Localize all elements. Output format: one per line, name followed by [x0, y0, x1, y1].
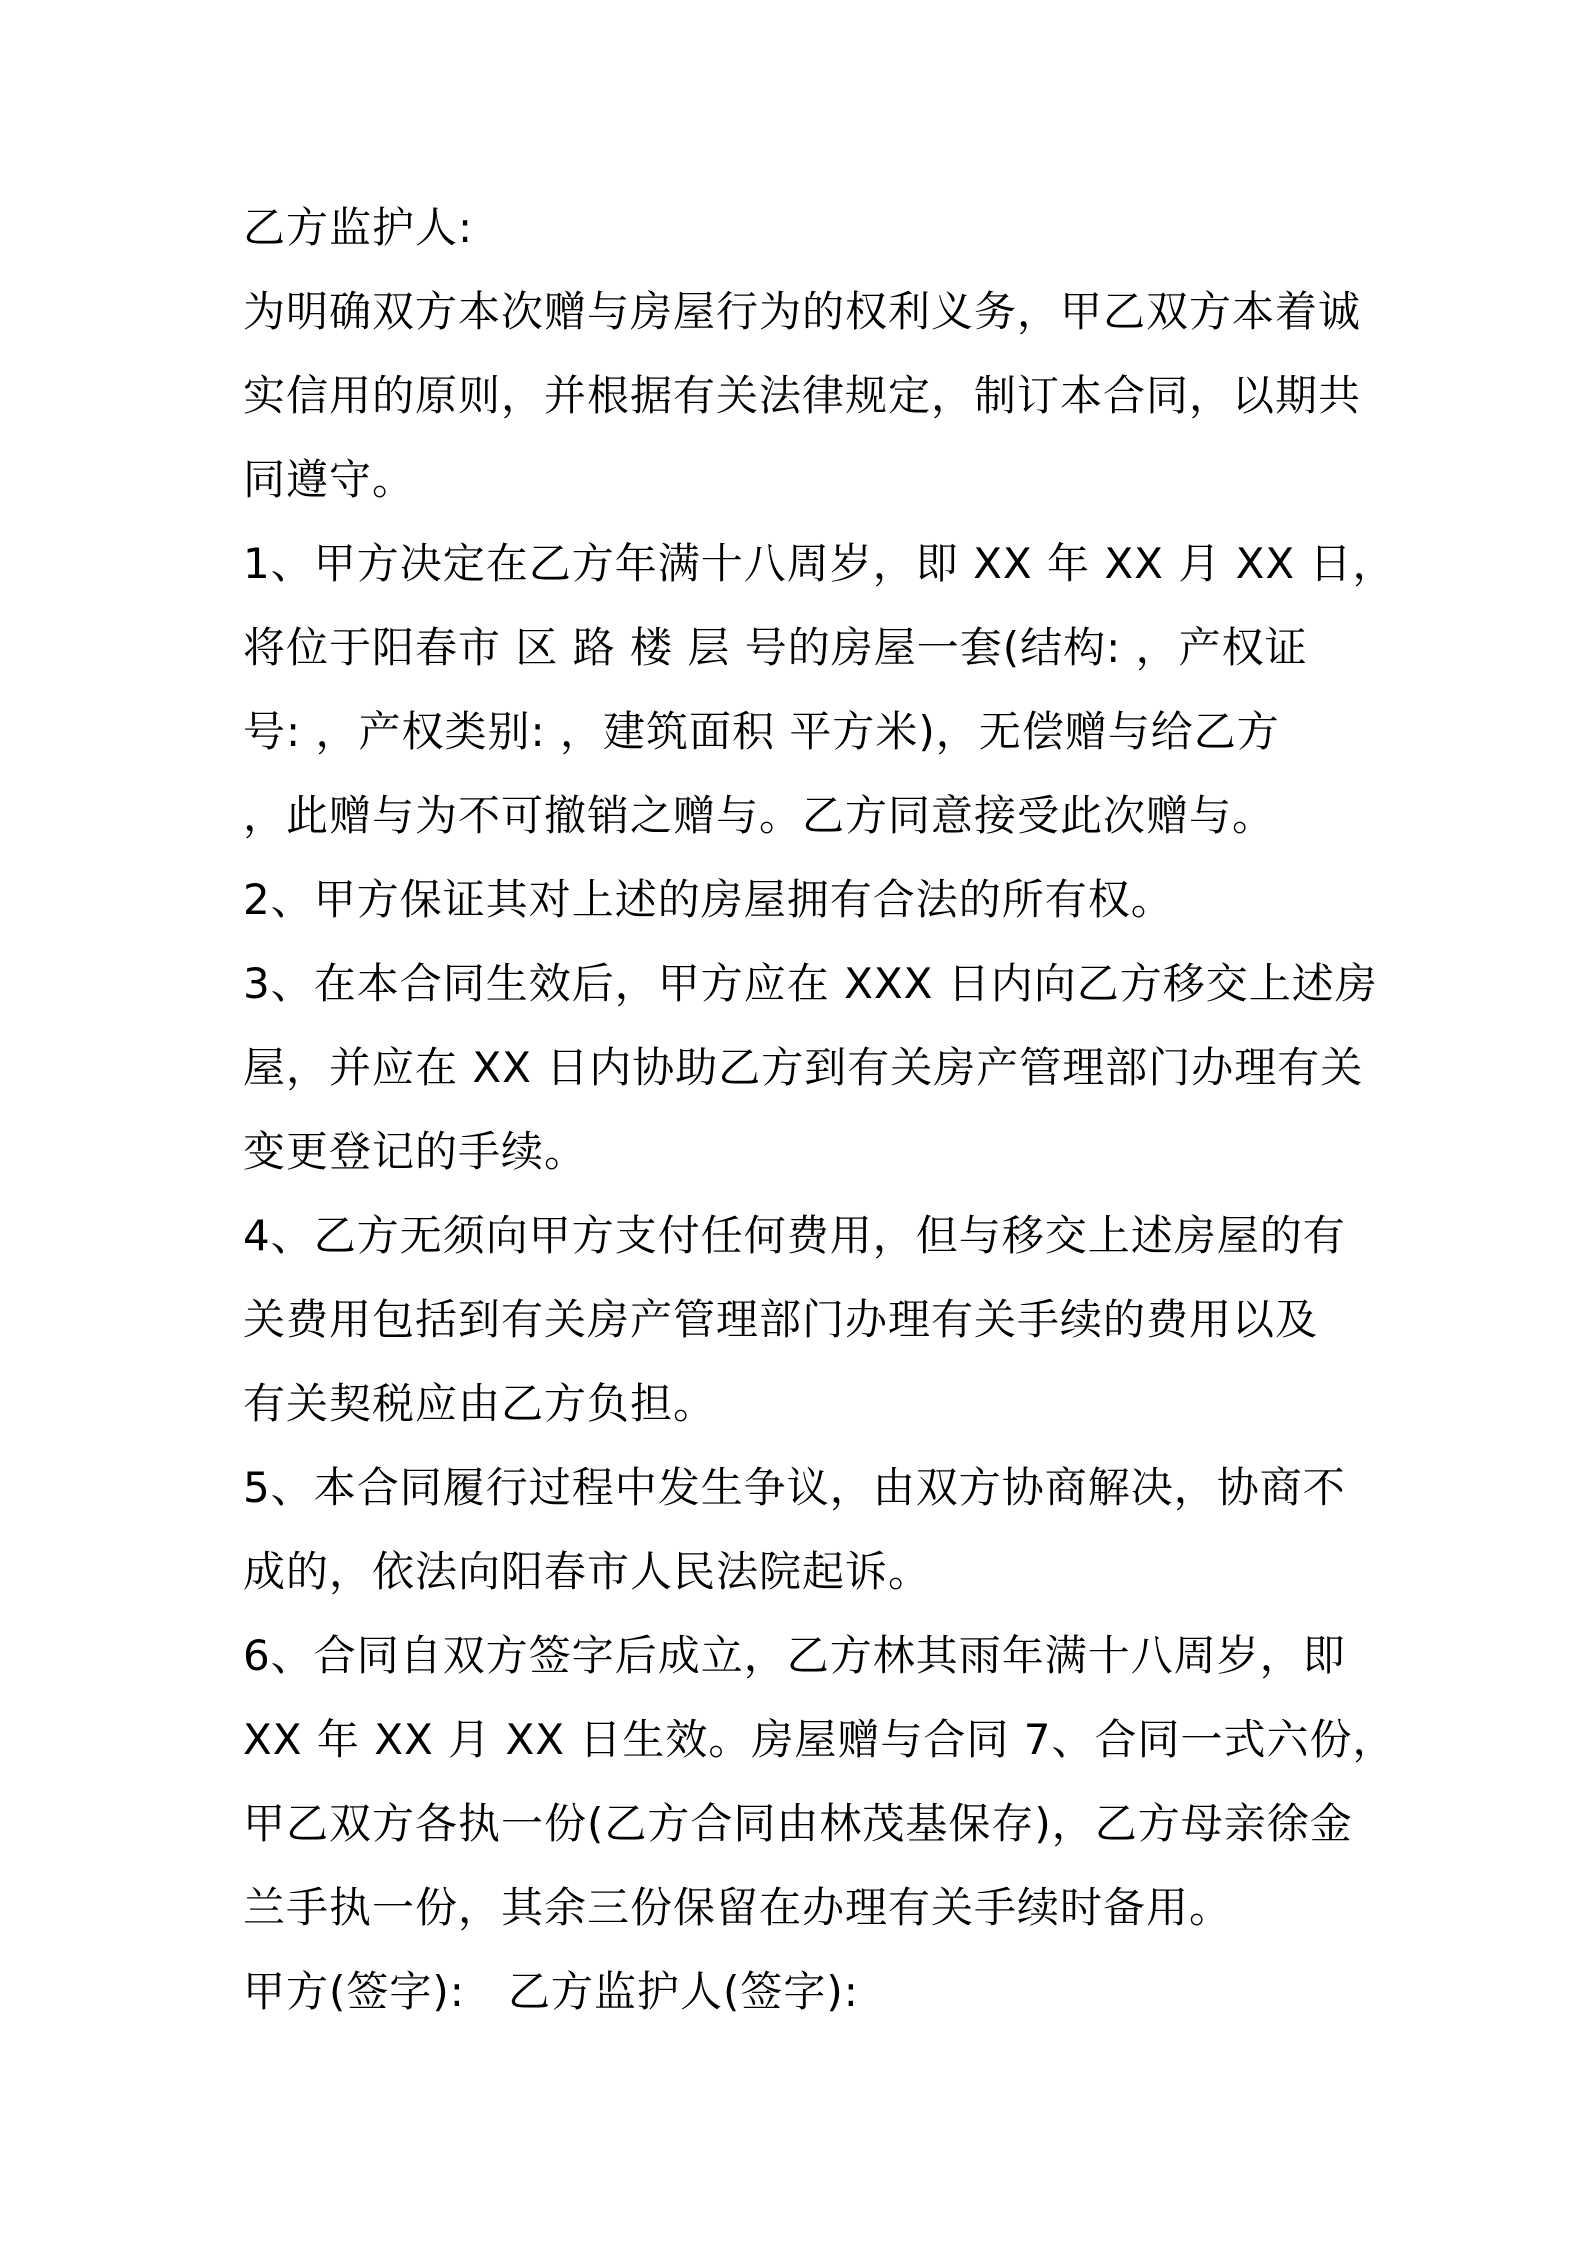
clause-line: 6、合同自双方签字后成立，乙方林其雨年满十八周岁，即	[243, 1631, 1346, 1680]
clause-line: ，此赠与为不可撤销之赠与。乙方同意接受此次赠与。	[243, 791, 1276, 840]
clause-1	[243, 522, 1396, 858]
clause-line: 1、甲方决定在乙方年满十八周岁，即 XX 年 XX 月 XX 日，	[243, 539, 1396, 588]
clause-6	[243, 1614, 1396, 1950]
clause-line: 关费用包括到有关房产管理部门办理有关手续的费用以及	[243, 1295, 1319, 1344]
clause-5	[243, 1446, 1353, 1614]
clause-line: 有关契税应由乙方负担。	[243, 1379, 717, 1428]
clause-line: 4、乙方无须向甲方支付任何费用，但与移交上述房屋的有	[243, 1211, 1346, 1260]
preamble-paragraph	[243, 270, 1362, 522]
preamble-line: 同遵守。	[243, 455, 416, 504]
signature-line: 甲方(签字): 乙方监护人(签字):	[243, 1967, 859, 2016]
clause-line: 2、甲方保证其对上述的房屋拥有合法的所有权。	[243, 875, 1174, 924]
clause-line: 甲乙双方各执一份(乙方合同由林茂基保存)，乙方母亲徐金	[243, 1799, 1353, 1848]
clause-2	[243, 858, 1353, 942]
preamble-line: 实信用的原则，并根据有关法律规定，制订本合同，以期共	[243, 371, 1362, 420]
preamble-line: 为明确双方本次赠与房屋行为的权利义务，甲乙双方本着诚	[243, 287, 1362, 336]
clause-line: 成的，依法向阳春市人民法院起诉。	[243, 1547, 932, 1596]
clause-line: 5、本合同履行过程中发生争议，由双方协商解决，协商不	[243, 1463, 1346, 1512]
clause-line: 号: ，产权类别: ，建筑面积 平方米)，无偿赠与给乙方	[243, 707, 1280, 756]
guardian-label	[243, 186, 1353, 270]
clause-line: 3、在本合同生效后，甲方应在 XXX 日内向乙方移交上述房	[243, 959, 1378, 1008]
clause-4	[243, 1194, 1353, 1446]
clause-3	[243, 942, 1378, 1194]
document-body	[243, 186, 1396, 2034]
clause-line: 变更登记的手续。	[243, 1127, 588, 1176]
clause-line: 屋，并应在 XX 日内协助乙方到有关房产管理部门办理有关	[243, 1043, 1364, 1092]
clause-line: XX 年 XX 月 XX 日生效。房屋赠与合同 7、合同一式六份，	[243, 1715, 1396, 1764]
clause-line: 兰手执一份，其余三份保留在办理有关手续时备用。	[243, 1883, 1233, 1932]
clause-line: 将位于阳春市 区 路 楼 层 号的房屋一套(结构: ，产权证	[243, 623, 1308, 672]
guardian-label-text: 乙方监护人:	[243, 203, 474, 252]
